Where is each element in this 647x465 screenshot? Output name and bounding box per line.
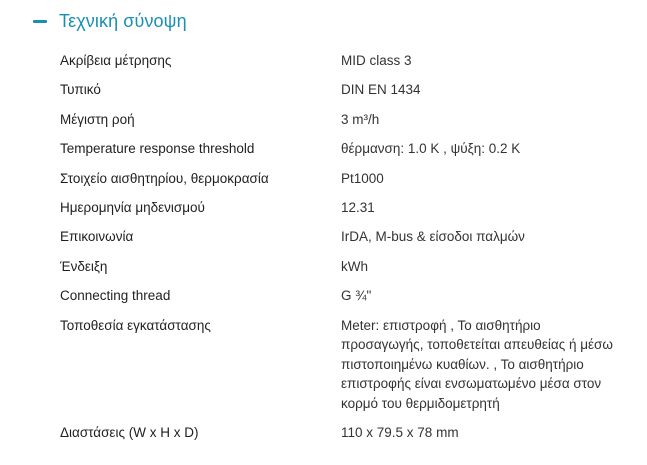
spec-value: 3 m³/h	[341, 111, 380, 127]
spec-value: MID class 3	[341, 53, 412, 68]
spec-row-reset-date	[60, 197, 630, 226]
spec-row-dimensions	[60, 422, 630, 451]
spec-label: Ημερομηνία μηδενισμού	[60, 199, 205, 215]
spec-label: Επικοινωνία	[60, 229, 134, 245]
spec-row-standard	[60, 79, 630, 108]
spec-value: DIN EN 1434	[341, 82, 421, 98]
spec-label: Connecting thread	[60, 288, 171, 304]
spec-row-max-flow	[60, 109, 630, 138]
spec-row-sensor	[60, 168, 630, 197]
spec-value: kWh	[341, 258, 368, 274]
spec-row-communication	[60, 226, 630, 255]
spec-value: Pt1000	[341, 170, 384, 186]
spec-value: Meter: επιστροφή , Το αισθητήριο προσαγωγής, τοποθετείται απευθείας ή μέσω πιστοποιημένω κυαθίων. , Το αισθητήριο επιστροφής είναι ενσωματωμένο μέσα στον κορμό του θερμιδομετρητή	[341, 317, 613, 411]
spec-table	[60, 50, 630, 451]
spec-label: Διαστάσεις (W x H x D)	[60, 424, 199, 440]
spec-value: θέρμανση: 1.0 K , ψύξη: 0.2 K	[341, 141, 521, 157]
spec-value: 12.31	[341, 199, 375, 215]
spec-label: Ένδειξη	[60, 258, 108, 274]
technical-summary-toggle[interactable]	[33, 8, 187, 34]
spec-label: Μέγιστη ροή	[60, 111, 135, 127]
spec-row-accuracy	[60, 50, 630, 79]
minus-icon[interactable]	[33, 20, 47, 23]
spec-row-installation	[60, 315, 630, 422]
spec-value: 110 x 79.5 x 78 mm	[341, 424, 459, 440]
spec-label: Τυπικό	[60, 82, 101, 98]
spec-label: Temperature response threshold	[60, 141, 255, 157]
spec-value: G ¾"	[341, 288, 372, 304]
spec-row-temp-threshold	[60, 138, 630, 167]
spec-label: Στοιχείο αισθητηρίου, θερμοκρασία	[60, 170, 269, 186]
spec-value: IrDA, M-bus & είσοδοι παλμών	[341, 229, 525, 245]
spec-label: Ακρίβεια μέτρησης	[60, 53, 172, 68]
spec-row-thread	[60, 285, 630, 314]
spec-row-display	[60, 256, 630, 285]
section-title: Τεχνική σύνοψη	[59, 10, 187, 31]
spec-label: Τοποθεσία εγκατάστασης	[60, 317, 211, 333]
